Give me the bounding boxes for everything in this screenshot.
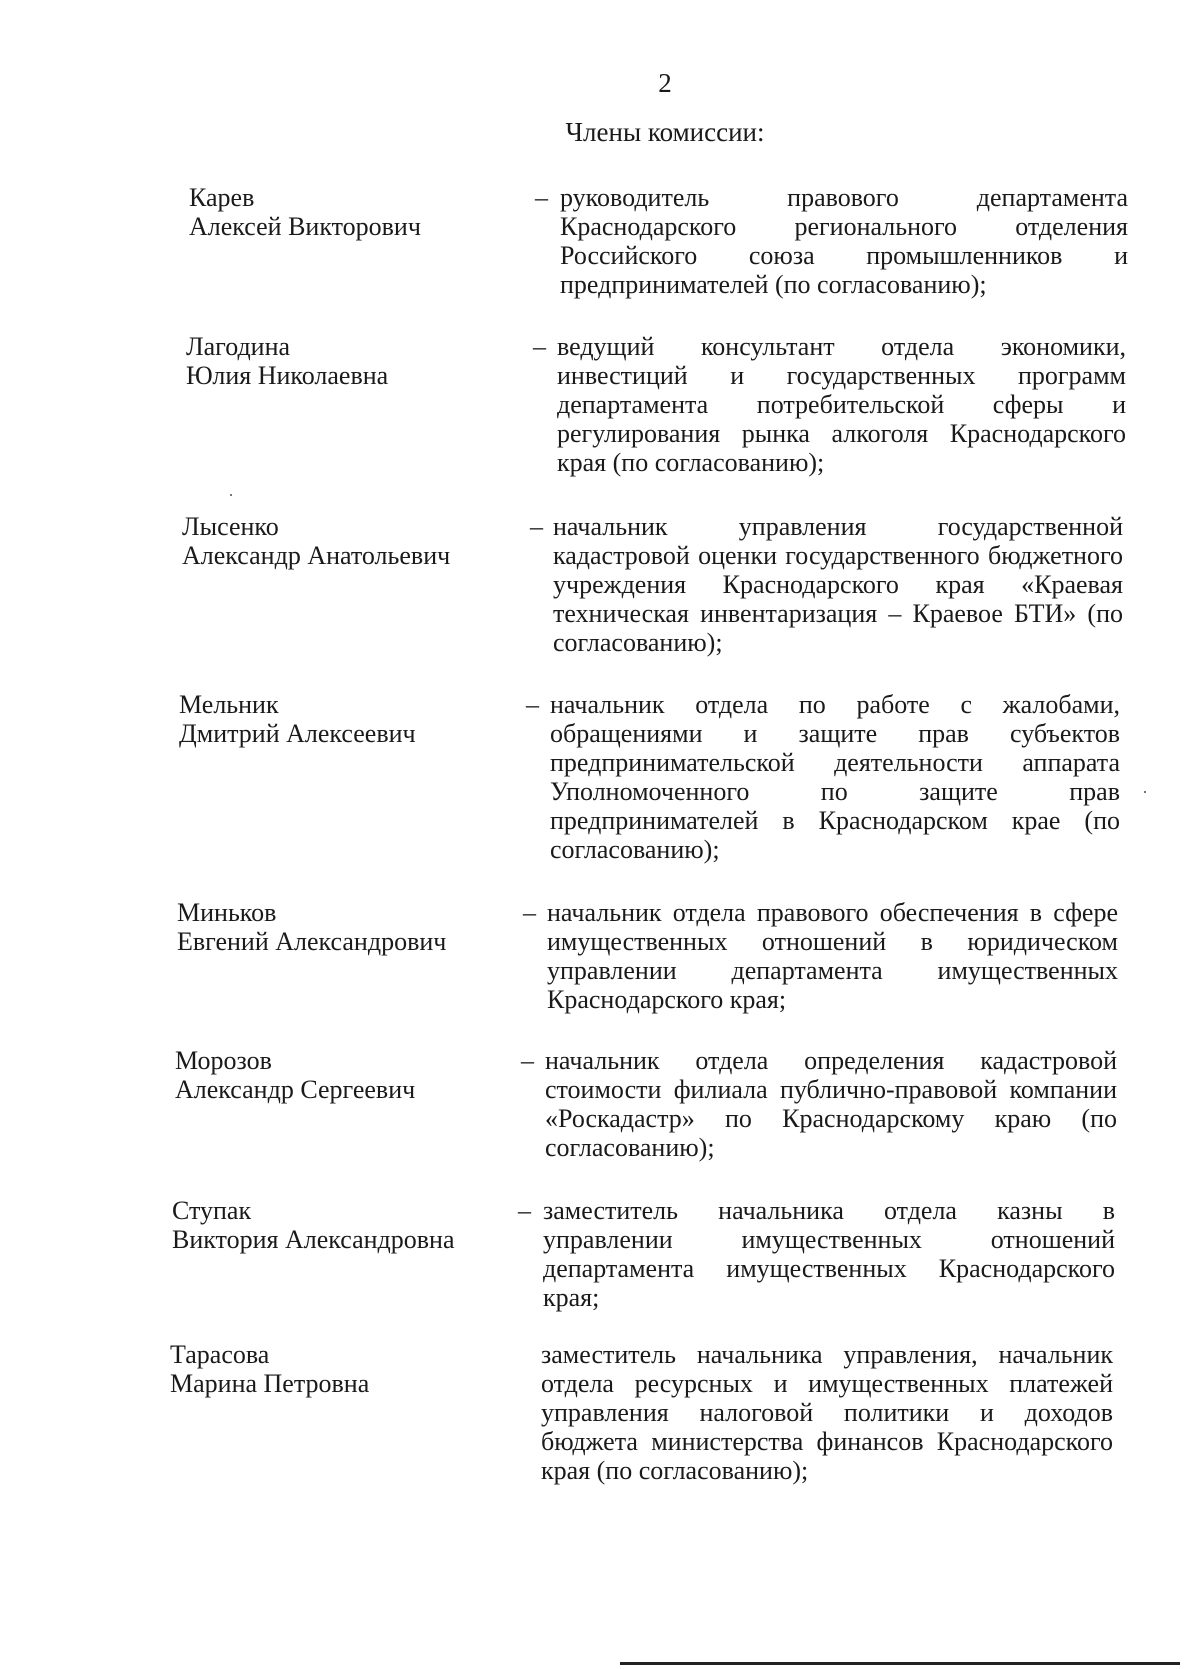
page-number: 2 (658, 68, 672, 98)
member-role: начальник отдела определения кадастровой стоимости филиала публично-правовой компании «Роскадастр» по Краснодарскому краю (по согласованию); (545, 1046, 1117, 1162)
member-surname: Лысенко (182, 512, 279, 541)
member-role: начальник отдела правового обеспечения в сфере имущественных отношений в юридическом управлении департамента имущественных Краснодарского края; (547, 898, 1118, 1014)
scan-speck (1144, 791, 1146, 793)
member-surname: Мельник (179, 690, 279, 719)
member-dash: – (526, 690, 539, 719)
member-dash: – (521, 1046, 534, 1075)
member-name (179, 690, 416, 748)
member-role: заместитель начальника отдела казны в управлении имущественных отношений департамента имущественных Краснодарского края; (543, 1196, 1115, 1312)
member-given-names: Алексей Викторович (189, 212, 421, 241)
scan-edge-line (620, 1662, 1180, 1665)
member-name (177, 898, 446, 956)
member-dash: – (518, 1196, 531, 1225)
member-surname: Ступак (172, 1196, 252, 1225)
member-role: ведущий консультант отдела экономики, инвестиций и государственных программ департамента потребительской сферы и регулирования рынка алкоголя Краснодарского края (по согласованию); (557, 332, 1126, 477)
member-given-names: Александр Сергеевич (175, 1075, 416, 1104)
member-surname: Карев (189, 183, 255, 212)
member-surname: Морозов (175, 1046, 272, 1075)
member-dash: – (535, 183, 548, 212)
section-title: Члены комиссии: (565, 117, 765, 147)
member-name (170, 1340, 369, 1398)
member-role: начальник управления государственной кадастровой оценки государственного бюджетного учреждения Краснодарского края «Краевая техническая инвентаризация – Краевое БТИ» (по согласованию); (553, 512, 1123, 657)
member-role: начальник отдела по работе с жалобами, обращениями и защите прав субъектов предпринимательской деятельности аппарата Уполномоченного по защите прав предпринимателей в Краснодарском крае (по согласованию); (550, 690, 1120, 864)
member-given-names: Виктория Александровна (172, 1225, 455, 1254)
member-name (189, 183, 421, 241)
member-role: руководитель правового департамента Краснодарского регионального отделения Российского союза промышленников и предпринимателей (по согласованию); (560, 183, 1128, 299)
member-name (172, 1196, 454, 1254)
member-given-names: Юлия Николаевна (186, 361, 389, 390)
member-name (186, 332, 388, 390)
member-dash: – (530, 512, 543, 541)
member-name (175, 1046, 415, 1104)
member-given-names: Марина Петровна (170, 1369, 370, 1398)
member-dash: – (523, 898, 536, 927)
scan-speck (230, 494, 232, 496)
member-surname: Миньков (177, 898, 277, 927)
member-surname: Тарасова (170, 1340, 270, 1369)
member-dash: – (533, 332, 546, 361)
member-surname: Лагодина (186, 332, 291, 361)
member-given-names: Александр Анатольевич (182, 541, 451, 570)
member-role: заместитель начальника управления, начальник отдела ресурсных и имущественных платежей управления налоговой политики и доходов бюджета министерства финансов Краснодарского края (по согласованию); (541, 1340, 1113, 1485)
member-given-names: Евгений Александрович (177, 927, 447, 956)
member-given-names: Дмитрий Алексеевич (179, 719, 416, 748)
member-name (182, 512, 450, 570)
